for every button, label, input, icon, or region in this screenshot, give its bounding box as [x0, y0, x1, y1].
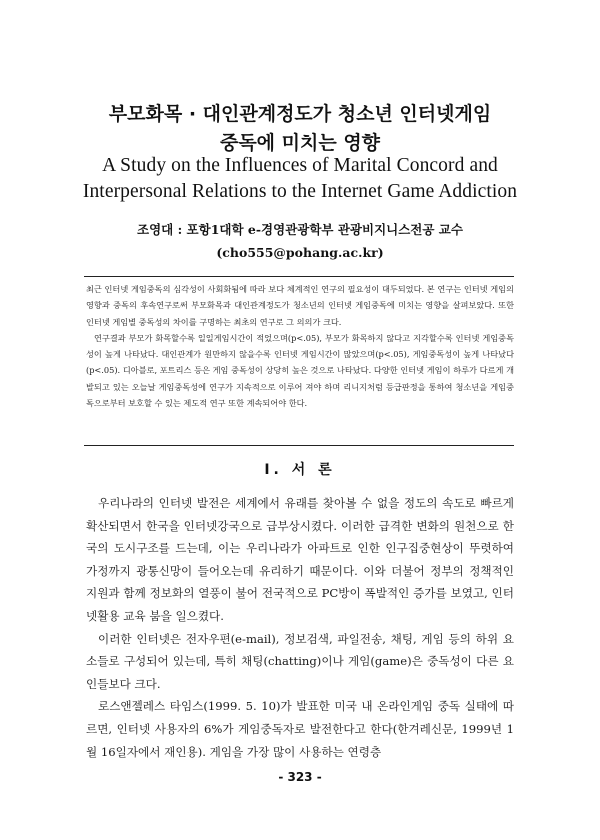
- abstract-bottom-rule: [84, 445, 514, 446]
- abstract-top-rule: [84, 276, 514, 277]
- abstract-paragraph-1: 최근 인터넷 게임중독의 심각성이 사회화됨에 따라 보다 체계적인 연구의 필요성이 대두되었다. 본 연구는 인터넷 게임의 영향과 중독의 후속연구로써 부모화목과 대인관계정도가 청소년의 인터넷 게임중독에 미치는 영향을 살펴보았다. 또한 인터넷 게임별 중독성의 차이를 구명하는 최초의 연구로 그 의의가 크다.: [86, 284, 514, 327]
- author-affiliation: 조영대 : 포항1대학 e-경영관광학부 관광비지니스전공 교수: [137, 222, 463, 237]
- section-heading-introduction: I. 서 론: [264, 462, 336, 478]
- body-paragraph-3: 로스앤젤레스 타임스(1999. 5. 10)가 발표한 미국 내 온라인게임 중독 실태에 따르면, 인터넷 사용자의 6%가 게임중독자로 발전한다고 한다(한겨레신문, 1999년 1월 16일자에서 재인용). 게임을 가장 많이 사용하는 연령층: [86, 699, 514, 759]
- abstract: [86, 281, 514, 411]
- abstract-paragraph-2: 연구결과 부모가 화목할수록 일일게임시간이 적었으며(p<.05), 부모가 화목하지 않다고 지각할수록 인터넷 게임중독성이 높게 나타났다. 대인관계가 원만하지 않을수록 인터넷 게임시간이 많았으며(p<.05), 게임중독성이 높게 나타났다(p<.05). 디아블로, 포트리스 등은 게임 중독성이 상당히 높은 것으로 나타났다. 다양한 인터넷 게임이 하루가 다르게 개발되고 있는 오늘날 게임중독성에 연구가 지속적으로 이루어 져야 하며 리니지처럼 등급판정을 통하여 청소년을 게임중독으로부터 보호할 수 있는 제도적 연구 또한 계속되어야 한다.: [86, 332, 514, 409]
- korean-title-line1: 부모화목 · 대인관계정도가 청소년 인터넷게임: [108, 103, 492, 125]
- korean-title-line2: 중독에 미치는 영향: [219, 132, 381, 154]
- page-number: - 323 -: [278, 770, 322, 784]
- english-title-line2: Interpersonal Relations to the Internet Game Addiction: [82, 181, 518, 202]
- body-paragraph-1: 우리나라의 인터넷 발전은 세계에서 유래를 찾아볼 수 없을 정도의 속도로 빠르게 확산되면서 한국을 인터넷강국으로 급부상시켰다. 이러한 급격한 변화의 원천으로 한국의 도시구조를 드는데, 이는 우리나라가 아파트로 인한 인구집중현상이 뚜렷하여 가정까지 광통신망이 들어오는데 유리하기 때문이다. 이와 더불어 정부의 정책적인 지원과 함께 정보화의 열풍이 불어 전국적으로 PC방이 폭발적인 증가를 보였고, 인터넷활용 교육 붐을 일으켰다.: [86, 496, 514, 623]
- english-title-line1: A Study on the Influences of Marital Concord and: [102, 155, 498, 176]
- body-paragraph-2: 이러한 인터넷은 전자우편(e-mail), 정보검색, 파일전송, 채팅, 게임 등의 하위 요소들로 구성되어 있는데, 특히 채팅(chatting)이나 게임(game)은 중독성이 다른 요인들보다 크다.: [86, 631, 514, 691]
- author-email: (cho555@pohang.ac.kr): [216, 245, 384, 260]
- body-text: [86, 492, 514, 763]
